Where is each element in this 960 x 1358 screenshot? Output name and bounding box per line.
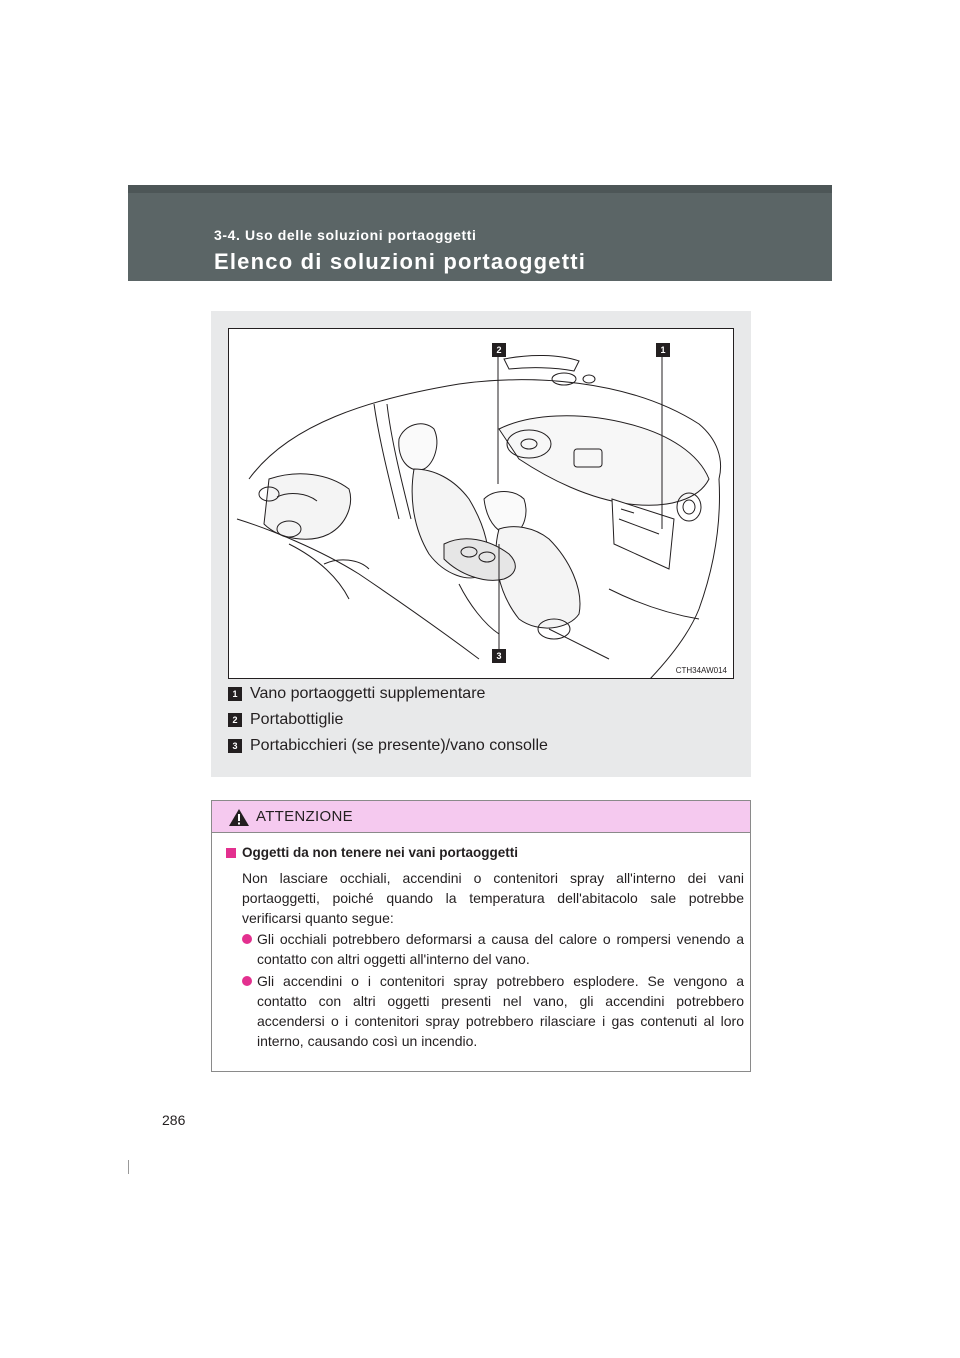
legend-number: 3 xyxy=(228,739,242,753)
car-interior-drawing xyxy=(229,329,734,679)
legend-label: Vano portaoggetti supplementare xyxy=(250,685,486,702)
callout-3: 3 xyxy=(492,649,506,663)
caution-header xyxy=(212,801,750,833)
figure-panel xyxy=(211,311,751,777)
round-bullet-icon xyxy=(242,976,252,986)
caution-bullet-text: Gli occhiali potrebbero deformarsi a causa del calore o rompersi venendo a contatto con altri oggetti all'interno del vano. xyxy=(257,931,744,967)
page-number: 286 xyxy=(162,1112,186,1128)
chapter-header xyxy=(128,185,832,281)
caution-box xyxy=(211,800,751,1072)
figure-code: CTH34AW014 xyxy=(675,666,727,675)
legend-number: 1 xyxy=(228,687,242,701)
caution-title: ATTENZIONE xyxy=(256,808,353,825)
legend-number: 2 xyxy=(228,713,242,727)
callout-1: 1 xyxy=(656,343,670,357)
caution-bullet-text: Gli accendini o i contenitori spray potrebbero esplodere. Se vengono a contatto con altri oggetti presenti nel vano, gli accendini potrebbero accendersi o i contenitori spray potrebbero rilasciare i gas contenuti al loro interno, causando così un incendio. xyxy=(257,973,744,1049)
page-title: Elenco di soluzioni portaoggetti xyxy=(214,249,587,274)
caution-subheading xyxy=(226,845,518,860)
margin-mark xyxy=(128,1160,129,1174)
legend-item xyxy=(228,733,738,759)
caution-intro: Non lasciare occhiali, accendini o contenitori spray all'interno dei vani portaoggetti, poiché quando la temperatura dell'abitacolo sale potrebbe verificarsi quanto segue: xyxy=(242,870,744,926)
car-interior-illustration xyxy=(228,328,734,679)
legend-item xyxy=(228,681,738,707)
section-title: 3-4. Uso delle soluzioni portaoggetti xyxy=(214,227,477,243)
legend-label: Portabicchieri (se presente)/vano consolle xyxy=(250,737,548,754)
legend-item xyxy=(228,707,738,733)
callout-2: 2 xyxy=(492,343,506,357)
figure-legend xyxy=(228,681,738,759)
square-bullet-icon xyxy=(226,848,236,858)
warning-triangle-icon xyxy=(228,808,250,827)
round-bullet-icon xyxy=(242,934,252,944)
legend-label: Portabottiglie xyxy=(250,711,344,728)
caution-subheading-text: Oggetti da non tenere nei vani portaoggetti xyxy=(242,845,519,860)
header-strip xyxy=(128,185,832,193)
